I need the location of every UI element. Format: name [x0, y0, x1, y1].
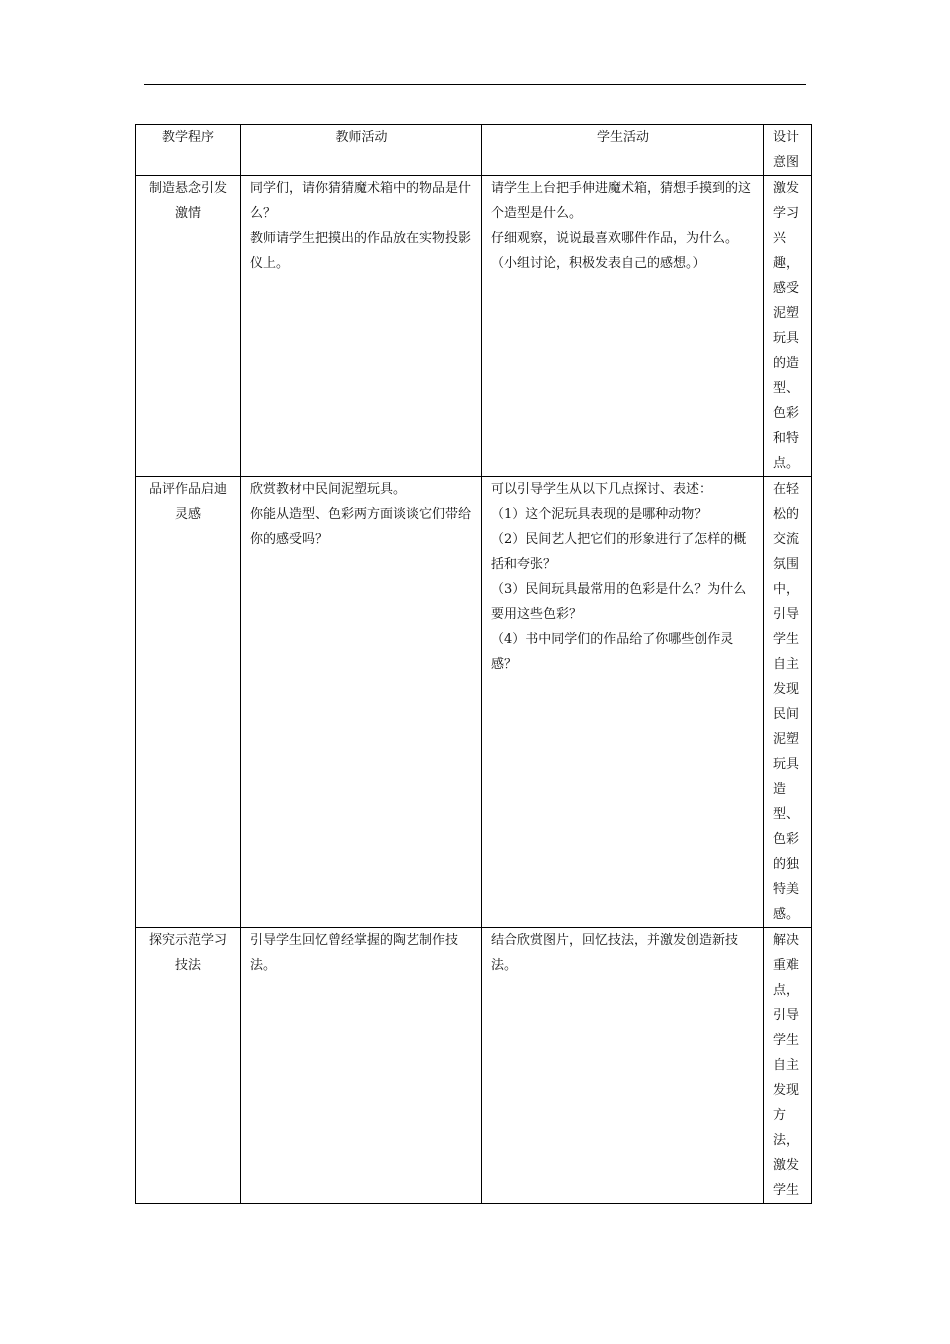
- teacher-cell: [241, 477, 482, 928]
- student-cell: [482, 477, 764, 928]
- student-line: （2）民间艺人把它们的形象进行了怎样的概括和夸张？: [491, 532, 747, 572]
- header-teacher: 教师活动: [241, 125, 482, 176]
- student-line: 请学生上台把手伸进魔术箱，猜想手摸到的这个造型是什么。: [491, 181, 752, 221]
- teacher-cell: [241, 176, 482, 477]
- teacher-line: 引导学生回忆曾经掌握的陶艺制作技法。: [250, 933, 459, 973]
- stage-cell: 制造悬念引发激情: [136, 176, 241, 477]
- header-student: 学生活动: [482, 125, 764, 176]
- teacher-line: 欣赏教材中民间泥塑玩具。: [250, 482, 407, 497]
- stage-cell: 探究示范学习技法: [136, 928, 241, 1204]
- student-line: 结合欣赏图片，回忆技法，并激发创造新技法。: [491, 933, 739, 973]
- table-row: [136, 928, 812, 1204]
- student-line: （1）这个泥玩具表现的是哪种动物？: [491, 507, 708, 522]
- teacher-line: 你能从造型、色彩两方面谈谈它们带给你的感受吗？: [250, 507, 472, 547]
- table-row: [136, 176, 812, 477]
- table-row: [136, 477, 812, 928]
- teacher-cell: [241, 928, 482, 1204]
- header-stage: 教学程序: [136, 125, 241, 176]
- header-intent: 设计意图: [764, 125, 812, 176]
- lesson-plan-table: [135, 124, 812, 1204]
- student-cell: [482, 928, 764, 1204]
- stage-cell: 品评作品启迪灵感: [136, 477, 241, 928]
- student-line: （4）书中同学们的作品给了你哪些创作灵感？: [491, 632, 734, 672]
- student-line: 仔细观察，说说最喜欢哪件作品，为什么。（小组讨论，积极发表自己的感想。）: [491, 231, 739, 271]
- table-header-row: [136, 125, 812, 176]
- header-rule: [144, 84, 806, 85]
- student-cell: [482, 176, 764, 477]
- teacher-line: 教师请学生把摸出的作品放在实物投影仪上。: [250, 231, 472, 271]
- intent-cell: 解决重难点，引导学生自主发现方法，激发学生: [764, 928, 812, 1204]
- student-line: （3）民间玩具最常用的色彩是什么？为什么要用这些色彩？: [491, 582, 747, 622]
- intent-cell: 在轻松的交流氛围中，引导学生自主发现民间泥塑玩具造型、色彩的独特美感。: [764, 477, 812, 928]
- student-line: 可以引导学生从以下几点探讨、表述：: [491, 482, 713, 497]
- intent-cell: 激发学习兴趣，感受泥塑玩具的造型、色彩和特点。: [764, 176, 812, 477]
- teacher-line: 同学们，请你猜猜魔术箱中的物品是什么？: [250, 181, 472, 221]
